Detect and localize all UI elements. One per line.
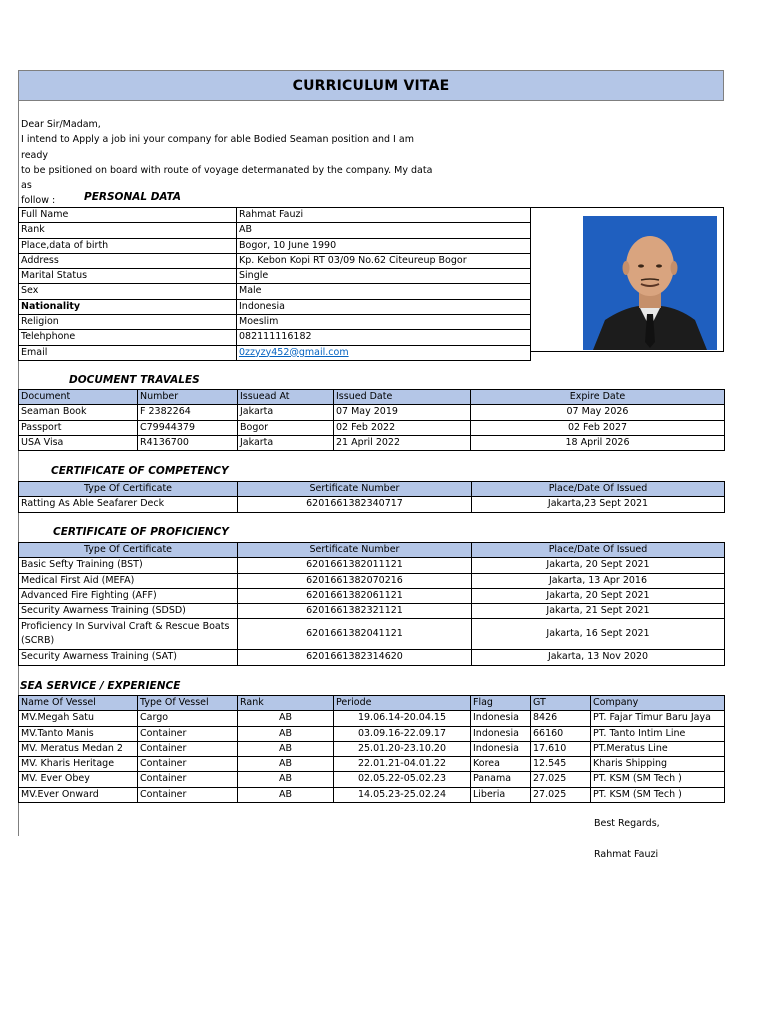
table-cell: Security Awarness Training (SDSD) <box>19 604 238 619</box>
table-cell: Container <box>138 757 238 772</box>
table-cell: Korea <box>471 757 531 772</box>
sea-service-row <box>19 741 725 756</box>
document-row <box>19 435 725 450</box>
table-cell: Ratting As Able Seafarer Deck <box>19 497 238 512</box>
table-cell: Container <box>138 741 238 756</box>
page-title: CURRICULUM VITAE <box>292 77 450 94</box>
table-cell: PT. KSM (SM Tech ) <box>591 772 725 787</box>
profile-photo <box>583 216 717 350</box>
table-cell: 6201661382041121 <box>238 619 472 650</box>
personal-row <box>19 330 531 345</box>
table-cell: Jakarta, 13 Nov 2020 <box>472 650 725 665</box>
personal-label: Marital Status <box>19 269 237 284</box>
proficiency-row <box>19 650 725 665</box>
competency-heading: CERTIFICATE OF COMPETENCY <box>51 465 229 477</box>
personal-row <box>19 223 531 238</box>
column-header: Place/Date Of Issued <box>472 543 725 558</box>
table-cell: Basic Sefty Training (BST) <box>19 558 238 573</box>
table-cell: Indonesia <box>471 726 531 741</box>
title-bar <box>18 70 724 101</box>
personal-value: Single <box>237 269 531 284</box>
personal-label: Full Name <box>19 208 237 223</box>
personal-label: Telehphone <box>19 330 237 345</box>
table-cell: 27.025 <box>531 772 591 787</box>
sea-service-row <box>19 757 725 772</box>
sea-service-table <box>18 695 725 803</box>
competency-row <box>19 497 725 512</box>
sea-service-row <box>19 787 725 802</box>
personal-label: Religion <box>19 315 237 330</box>
column-header: Name Of Vessel <box>19 696 138 711</box>
table-cell: 12.545 <box>531 757 591 772</box>
table-cell: Bogor <box>238 420 334 435</box>
table-cell: AB <box>238 711 334 726</box>
proficiency-row <box>19 604 725 619</box>
table-cell: 18 April 2026 <box>471 435 725 450</box>
table-cell <box>19 619 238 650</box>
closing-regards: Best Regards, <box>594 818 660 829</box>
table-cell: MV. Ever Obey <box>19 772 138 787</box>
personal-value: AB <box>237 223 531 238</box>
table-cell: 03.09.16-22.09.17 <box>334 726 471 741</box>
proficiency-row <box>19 558 725 573</box>
table-cell: 17.610 <box>531 741 591 756</box>
table-header-row <box>19 543 725 558</box>
personal-label: Email <box>19 345 237 360</box>
table-cell: 6201661382340717 <box>238 497 472 512</box>
sea-service-row <box>19 772 725 787</box>
personal-row <box>19 284 531 299</box>
table-cell: AB <box>238 757 334 772</box>
personal-value: 082111116182 <box>237 330 531 345</box>
personal-value: Rahmat Fauzi <box>237 208 531 223</box>
table-header-row <box>19 482 725 497</box>
email-link[interactable]: 0zzyzy452@gmail.com <box>237 345 531 360</box>
table-cell: 21 April 2022 <box>334 435 471 450</box>
table-cell: AB <box>238 741 334 756</box>
table-cell: AB <box>238 772 334 787</box>
table-cell: PT. KSM (SM Tech ) <box>591 787 725 802</box>
table-cell: AB <box>238 726 334 741</box>
photo-frame <box>530 207 724 352</box>
letter-greeting: Dear Sir/Madam, <box>21 119 101 130</box>
column-header: Document <box>19 390 138 405</box>
column-header: Type Of Vessel <box>138 696 238 711</box>
table-cell: Panama <box>471 772 531 787</box>
proficiency-row <box>19 573 725 588</box>
table-cell: Jakarta, 20 Sept 2021 <box>472 588 725 603</box>
table-cell: 6201661382321121 <box>238 604 472 619</box>
table-cell: 02 Feb 2022 <box>334 420 471 435</box>
table-cell: Advanced Fire Fighting (AFF) <box>19 588 238 603</box>
column-header: Company <box>591 696 725 711</box>
table-cell: Container <box>138 772 238 787</box>
table-cell: AB <box>238 787 334 802</box>
column-header: Issuead At <box>238 390 334 405</box>
personal-data-heading: PERSONAL DATA <box>84 191 182 203</box>
cv-sheet <box>18 70 724 975</box>
column-header: Type Of Certificate <box>19 543 238 558</box>
documents-heading: DOCUMENT TRAVALES <box>69 374 200 386</box>
column-header: Type Of Certificate <box>19 482 238 497</box>
table-cell: MV. Kharis Heritage <box>19 757 138 772</box>
letter-line-1: I intend to Apply a job ini your company for able Bodied Seaman position and I am ready <box>21 134 414 161</box>
column-header: Flag <box>471 696 531 711</box>
table-cell: Liberia <box>471 787 531 802</box>
proficiency-row <box>19 619 725 650</box>
table-cell: 27.025 <box>531 787 591 802</box>
table-cell: 6201661382070216 <box>238 573 472 588</box>
proficiency-table <box>18 542 725 666</box>
personal-row <box>19 253 531 268</box>
personal-data-table <box>18 207 531 361</box>
certificate-name-line: Proficiency In Survival Craft & Rescue Boats <box>21 621 230 633</box>
table-cell: MV.Tanto Manis <box>19 726 138 741</box>
table-cell: Jakarta <box>238 405 334 420</box>
table-cell: 25.01.20-23.10.20 <box>334 741 471 756</box>
personal-label: Rank <box>19 223 237 238</box>
table-cell: 6201661382011121 <box>238 558 472 573</box>
document-row <box>19 420 725 435</box>
table-cell: PT. Tanto Intim Line <box>591 726 725 741</box>
personal-value: Moeslim <box>237 315 531 330</box>
sea-service-row <box>19 726 725 741</box>
table-cell: 6201661382314620 <box>238 650 472 665</box>
column-header: GT <box>531 696 591 711</box>
portrait-illustration <box>583 216 717 350</box>
table-cell: 22.01.21-04.01.22 <box>334 757 471 772</box>
personal-label: Place,data of birth <box>19 238 237 253</box>
table-cell: Jakarta,23 Sept 2021 <box>472 497 725 512</box>
table-cell: Medical First Aid (MEFA) <box>19 573 238 588</box>
column-header: Number <box>138 390 238 405</box>
table-cell: Security Awarness Training (SAT) <box>19 650 238 665</box>
column-header: Issued Date <box>334 390 471 405</box>
table-cell: Kharis Shipping <box>591 757 725 772</box>
column-header: Rank <box>238 696 334 711</box>
table-cell: R4136700 <box>138 435 238 450</box>
table-cell: Jakarta <box>238 435 334 450</box>
table-cell: PT. Fajar Timur Baru Jaya <box>591 711 725 726</box>
table-cell: Container <box>138 726 238 741</box>
personal-value: Bogor, 10 June 1990 <box>237 238 531 253</box>
personal-row <box>19 299 531 314</box>
closing-name: Rahmat Fauzi <box>594 849 659 860</box>
table-header-row <box>19 696 725 711</box>
proficiency-row <box>19 588 725 603</box>
table-cell: C79944379 <box>138 420 238 435</box>
table-cell: Container <box>138 787 238 802</box>
personal-label: Nationality <box>19 299 237 314</box>
personal-value: Kp. Kebon Kopi RT 03/09 No.62 Citeureup Bogor <box>237 253 531 268</box>
sea-service-row <box>19 711 725 726</box>
table-cell: 07 May 2026 <box>471 405 725 420</box>
personal-row <box>19 315 531 330</box>
letter-line-3: follow : <box>21 195 56 207</box>
table-cell: 66160 <box>531 726 591 741</box>
table-cell: Seaman Book <box>19 405 138 420</box>
table-cell: MV.Megah Satu <box>19 711 138 726</box>
personal-value: Male <box>237 284 531 299</box>
table-cell: Passport <box>19 420 138 435</box>
table-cell: Indonesia <box>471 741 531 756</box>
table-cell: USA Visa <box>19 435 138 450</box>
personal-label: Sex <box>19 284 237 299</box>
table-cell: 6201661382061121 <box>238 588 472 603</box>
personal-value: Indonesia <box>237 299 531 314</box>
table-cell: MV. Meratus Medan 2 <box>19 741 138 756</box>
table-cell: Jakarta, 16 Sept 2021 <box>472 619 725 650</box>
table-cell: Jakarta, 21 Sept 2021 <box>472 604 725 619</box>
column-header: Expire Date <box>471 390 725 405</box>
competency-table <box>18 481 725 513</box>
column-header: Sertificate Number <box>238 543 472 558</box>
documents-table <box>18 389 725 451</box>
table-cell: Jakarta, 20 Sept 2021 <box>472 558 725 573</box>
table-cell: 02.05.22-05.02.23 <box>334 772 471 787</box>
personal-row <box>19 238 531 253</box>
column-header: Sertificate Number <box>238 482 472 497</box>
table-cell: F 2382264 <box>138 405 238 420</box>
personal-row <box>19 345 531 360</box>
table-cell: 19.06.14-20.04.15 <box>334 711 471 726</box>
table-header-row <box>19 390 725 405</box>
sea-service-heading: SEA SERVICE / EXPERIENCE <box>20 680 181 692</box>
table-cell: 8426 <box>531 711 591 726</box>
table-cell: 07 May 2019 <box>334 405 471 420</box>
table-cell: MV.Ever Onward <box>19 787 138 802</box>
personal-row <box>19 269 531 284</box>
letter-line-2: to be psitioned on board with route of voyage determanated by the company. My data as <box>21 164 433 192</box>
table-cell: 14.05.23-25.02.24 <box>334 787 471 802</box>
table-cell: PT.Meratus Line <box>591 741 725 756</box>
proficiency-heading: CERTIFICATE OF PROFICIENCY <box>53 526 229 538</box>
personal-row <box>19 208 531 223</box>
table-cell: 02 Feb 2027 <box>471 420 725 435</box>
column-header: Periode <box>334 696 471 711</box>
certificate-name-suffix: (SCRB) <box>21 635 55 647</box>
personal-label: Address <box>19 253 237 268</box>
table-cell: Cargo <box>138 711 238 726</box>
table-cell: Jakarta, 13 Apr 2016 <box>472 573 725 588</box>
column-header: Place/Date Of Issued <box>472 482 725 497</box>
table-cell: Indonesia <box>471 711 531 726</box>
document-row <box>19 405 725 420</box>
